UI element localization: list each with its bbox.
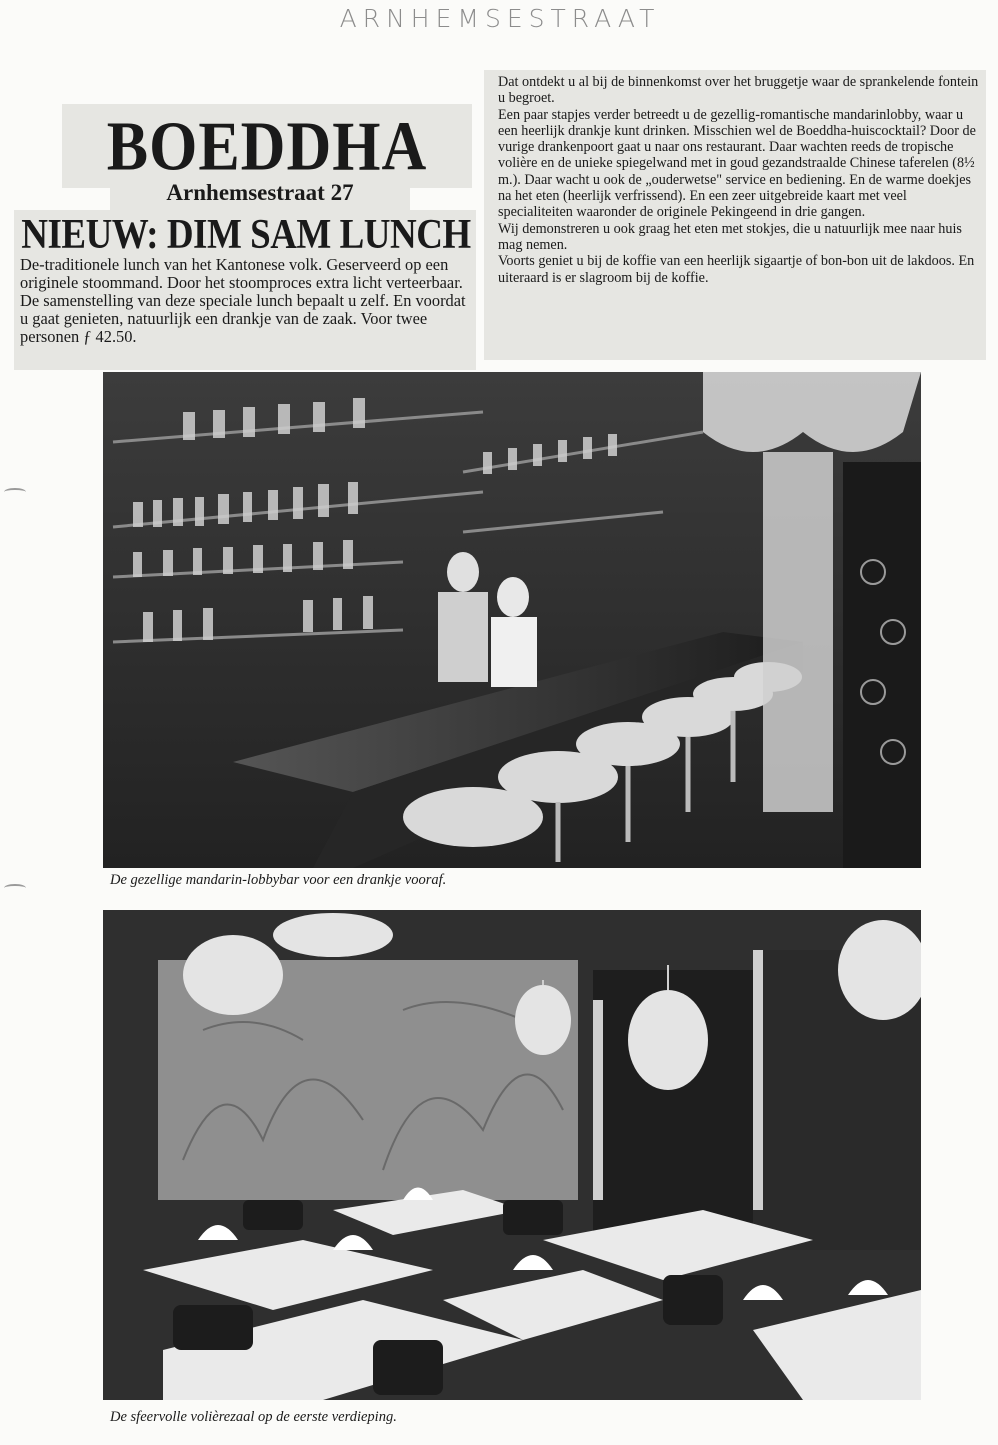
- ad-title: BOEDDHA: [106, 109, 428, 186]
- handwritten-street-label: ARNHEMSESTRAAT: [339, 4, 661, 33]
- column-paragraph: Een paar stapjes verder betreedt u de gezellig-romantische mandarinlobby, waar u een heerlijk drankje kunt drinken. Misschien wel de Boeddha-huiscocktail? Door de vurige drankenpoort gaat u naar ons restaurant. Daar wachten reeds de tropische volière en de unieke spiegelwand met in goud gezandstraalde Chinese taferelen (8½ m.). Daar wacht u ook de „ouderwetse" service en bediening. En de warme doekjes na het eten (heerlijk verfrissend). En een zeer uitgebreide kaart met veel specialiteiten waaronder de originele Pekingeend in drie gangen.: [498, 106, 976, 221]
- punch-hole-mark: [4, 488, 26, 496]
- lead-paragraph: De-traditionele lunch van het Kantonese volk. Geserveerd op een originele stoommand. Door het stoomproces extra licht verteerbaar.: [20, 255, 463, 293]
- lead-paragraph: De samenstelling van deze speciale lunch bepaalt u zelf. En voordat u gaat genieten, natuurlijk een drankje van de zaak. Voor twee personen ƒ 42.50.: [20, 291, 466, 347]
- column-paragraph: Dat ontdekt u al bij de binnenkomst over het bruggetje waar de sprankelende fontein u begroet.: [498, 74, 979, 107]
- lead-text: [20, 256, 476, 346]
- lobby-bar-illustration: [103, 372, 921, 868]
- ad-headline: NIEUW: DIM SAM LUNCH: [21, 211, 471, 259]
- photo-caption: De sfeervolle volièrezaal op de eerste verdieping.: [110, 1409, 397, 1425]
- photo-caption: De gezellige mandarin-lobbybar voor een drankje vooraf.: [110, 872, 447, 888]
- punch-hole-mark: [4, 884, 26, 892]
- dining-room-illustration: [103, 910, 921, 1400]
- ad-address: Arnhemsestraat 27: [166, 180, 354, 205]
- column-paragraph: Voorts geniet u bij de koffie van een heerlijk sigaartje of bon-bon uit de lakdoos. En uiteraard is er slagroom bij de koffie.: [498, 253, 975, 286]
- body-column: [498, 74, 982, 286]
- column-paragraph: Wij demonstreren u ook graag het eten met stokjes, die u natuurlijk mee naar huis mag nemen.: [498, 220, 962, 253]
- dining-room-photo: [103, 910, 921, 1400]
- lobby-bar-photo: [103, 372, 921, 868]
